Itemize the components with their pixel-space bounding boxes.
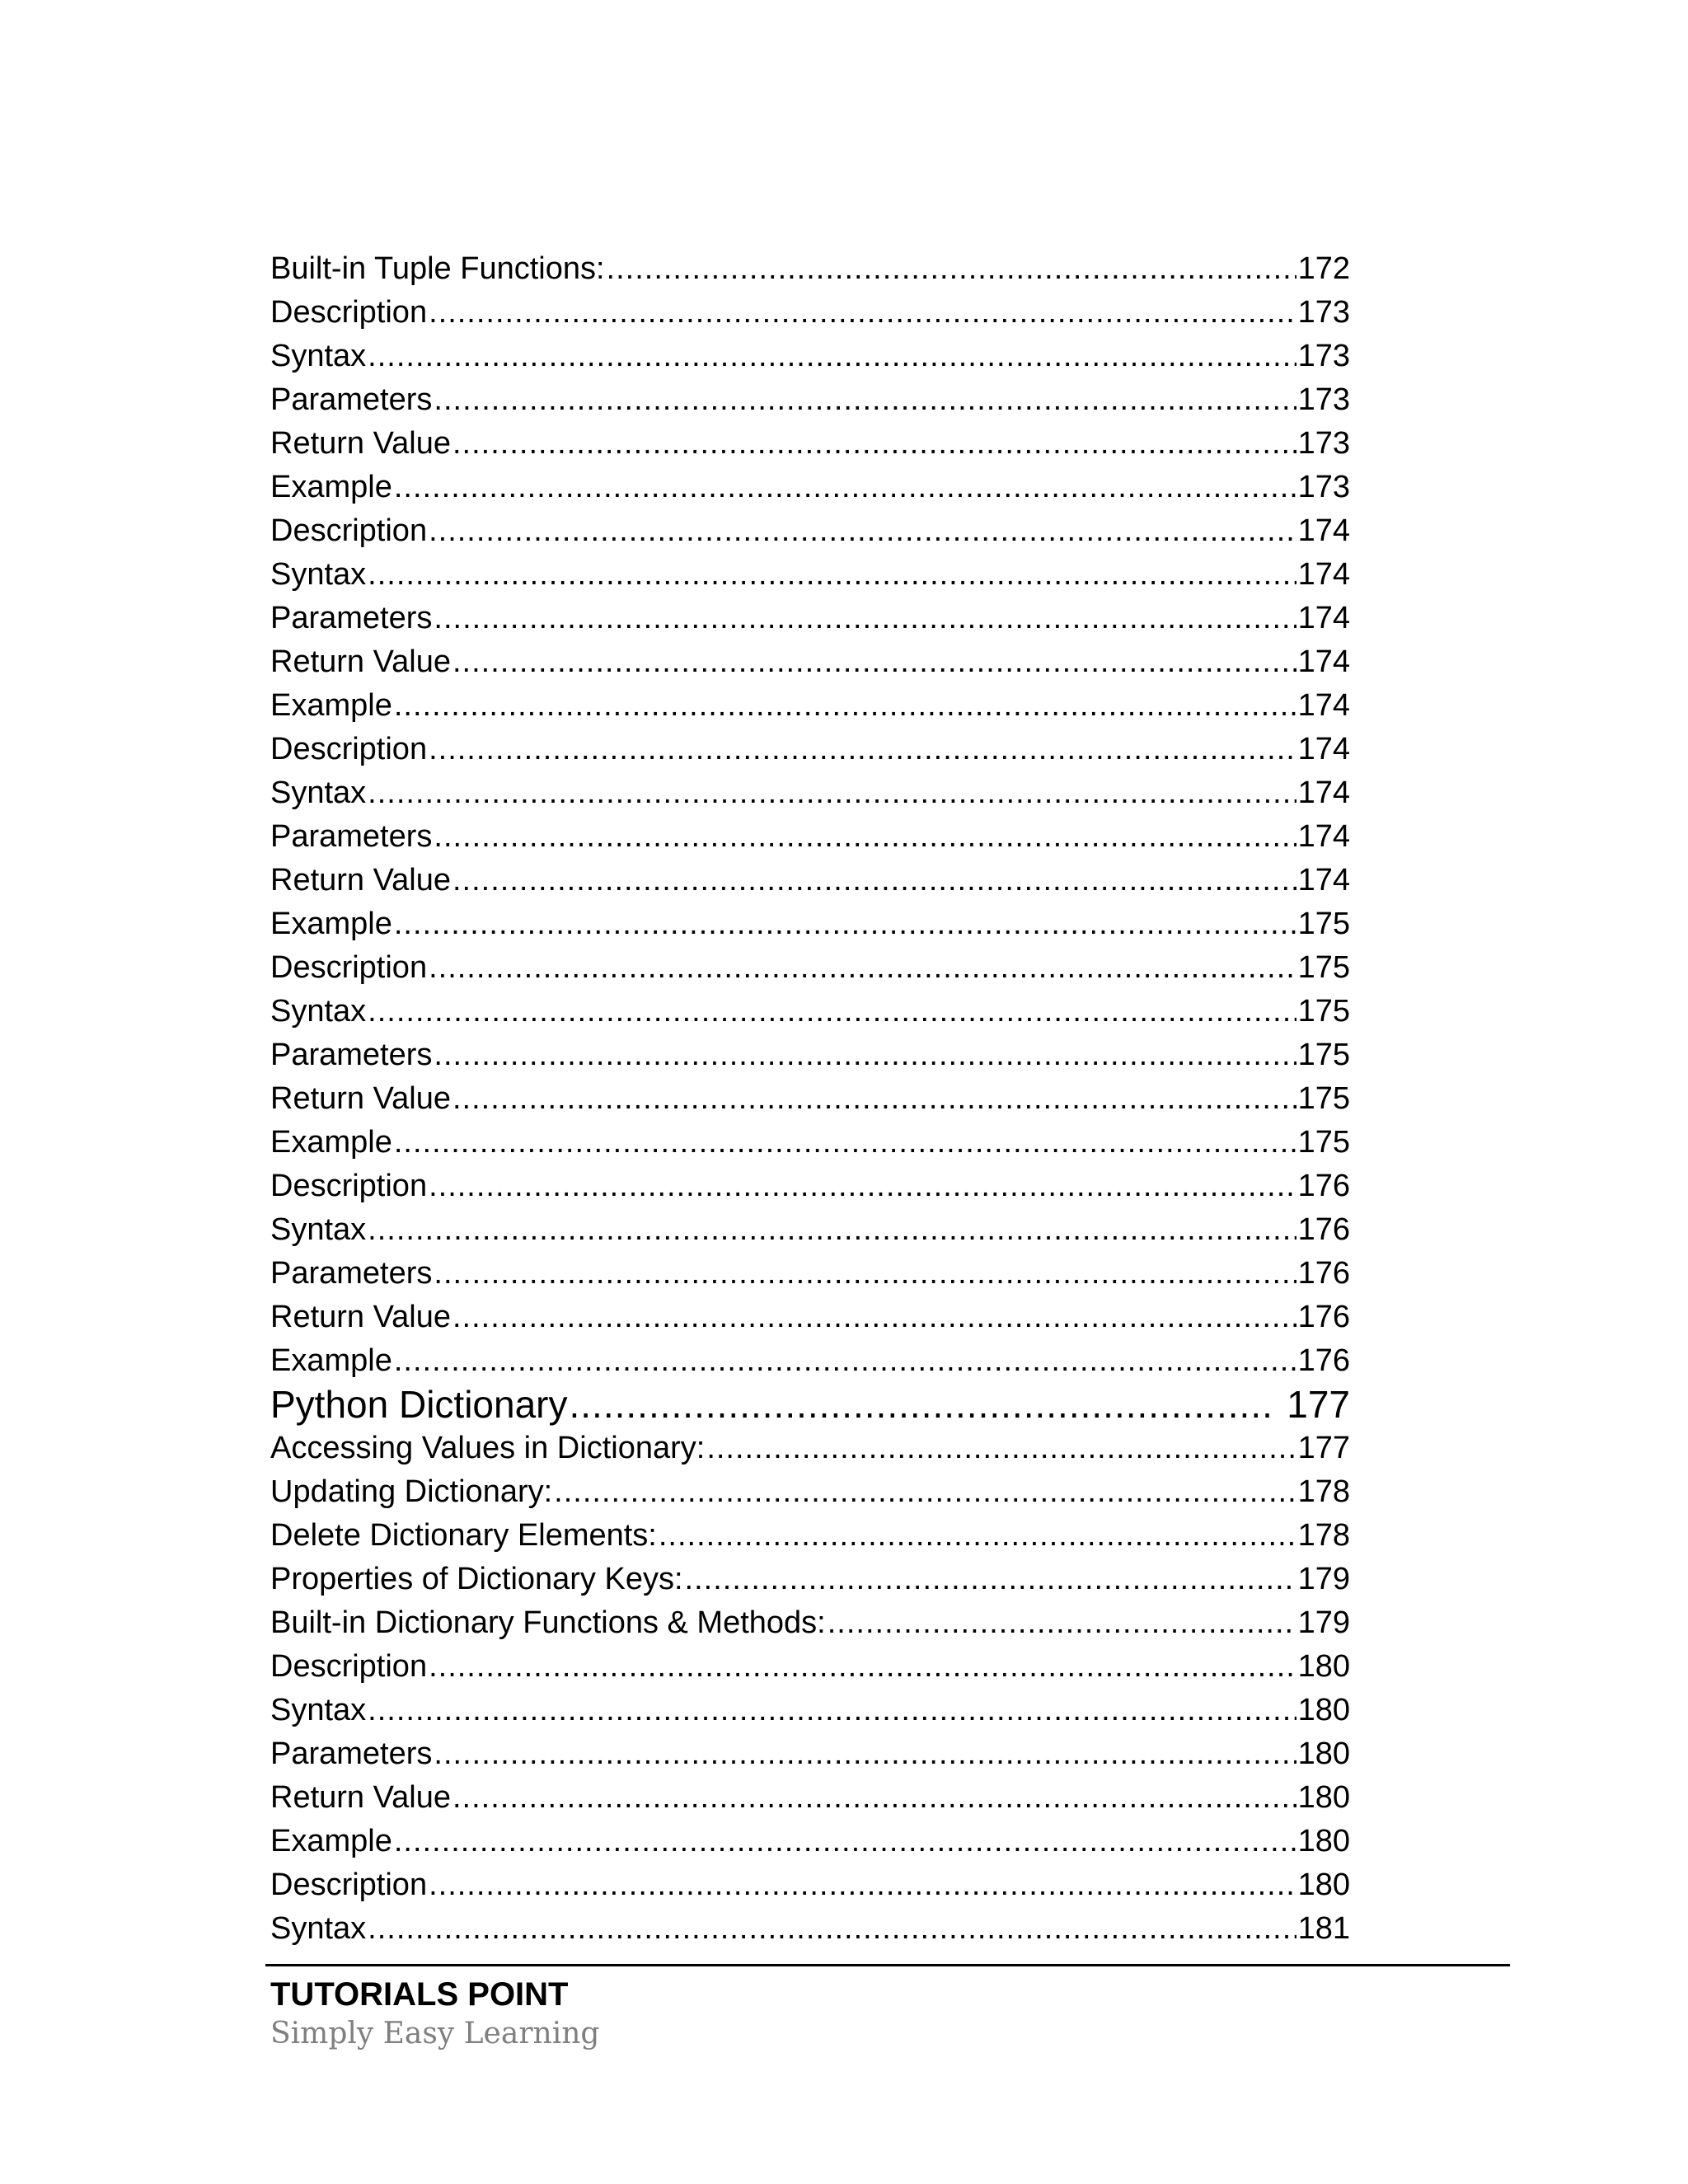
toc-entry-label: Return Value (270, 426, 451, 461)
toc-entry-label: Example (270, 907, 392, 941)
toc-entry-label: Parameters (270, 1736, 433, 1771)
toc-entry-page-number: 176 (1297, 1256, 1350, 1291)
toc-entry-page-number: 174 (1297, 776, 1350, 810)
toc-entry-page-number: 174 (1297, 644, 1350, 679)
toc-entry[interactable] (270, 771, 1350, 815)
toc-entry[interactable] (270, 946, 1350, 990)
toc-entry-page-number: 174 (1297, 601, 1350, 635)
toc-dot-leader (452, 1776, 1296, 1820)
toc-entry[interactable] (270, 1601, 1350, 1645)
toc-entry-page-number: 174 (1297, 688, 1350, 723)
toc-dot-leader (452, 859, 1296, 902)
toc-dot-leader (368, 771, 1296, 815)
toc-entry-label: Syntax (270, 776, 367, 810)
toc-dot-leader (429, 291, 1296, 335)
toc-entry-page-number: 180 (1297, 1824, 1350, 1858)
toc-dot-leader (570, 1383, 1274, 1427)
toc-dot-leader (659, 1514, 1296, 1558)
toc-entry-label: Example (270, 1343, 392, 1378)
toc-dot-leader (434, 1033, 1296, 1077)
toc-entry-label: Return Value (270, 863, 451, 898)
toc-entry-page-number: 175 (1297, 1125, 1350, 1160)
toc-dot-leader (554, 1470, 1296, 1514)
footer-brand-title: TUTORIALS POINT (270, 1976, 569, 2013)
toc-dot-leader (452, 422, 1296, 466)
toc-dot-leader (434, 378, 1296, 422)
toc-dot-leader (452, 1077, 1296, 1121)
toc-entry-page-number: 176 (1297, 1169, 1350, 1203)
toc-entry[interactable] (270, 378, 1350, 422)
toc-entry[interactable] (270, 1033, 1350, 1077)
toc-entry[interactable] (270, 1339, 1350, 1383)
toc-entry-page-number: 179 (1297, 1562, 1350, 1596)
toc-entry-label: Parameters (270, 382, 433, 417)
toc-entry[interactable] (270, 990, 1350, 1033)
toc-entry-label: Parameters (270, 1256, 433, 1291)
toc-dot-leader (452, 640, 1296, 684)
toc-entry-page-number: 174 (1297, 863, 1350, 898)
toc-dot-leader (394, 684, 1296, 728)
toc-dot-leader (368, 1689, 1296, 1732)
toc-entry-page-number: 175 (1297, 994, 1350, 1029)
toc-entry[interactable] (270, 859, 1350, 902)
toc-entry[interactable] (270, 815, 1350, 859)
toc-entry-label: Description (270, 732, 428, 766)
toc-entry[interactable] (270, 640, 1350, 684)
toc-entry-page-number: 177 (1287, 1383, 1350, 1426)
toc-entry-page-number: 180 (1297, 1868, 1350, 1902)
toc-entry[interactable] (270, 247, 1350, 291)
toc-entry-page-number: 176 (1297, 1343, 1350, 1378)
toc-entry-label: Updating Dictionary: (270, 1474, 553, 1509)
toc-entry[interactable] (270, 291, 1350, 335)
toc-entry-page-number: 180 (1297, 1780, 1350, 1815)
toc-entry-page-number: 178 (1297, 1518, 1350, 1553)
footer-divider (265, 1964, 1510, 1966)
toc-dot-leader (607, 247, 1296, 291)
toc-entry[interactable] (270, 597, 1350, 640)
table-of-contents (270, 247, 1350, 1951)
toc-entry-label: Description (270, 950, 428, 985)
toc-entry-page-number: 177 (1297, 1431, 1350, 1465)
toc-dot-leader (434, 1732, 1296, 1776)
toc-entry-label: Syntax (270, 557, 367, 592)
toc-entry[interactable] (270, 1645, 1350, 1689)
toc-entry-page-number: 175 (1297, 950, 1350, 985)
toc-entry-label: Parameters (270, 1038, 433, 1072)
toc-entry-label: Description (270, 1649, 428, 1684)
toc-entry-page-number: 175 (1297, 907, 1350, 941)
toc-entry-page-number: 181 (1297, 1911, 1350, 1946)
toc-dot-leader (368, 335, 1296, 378)
toc-entry-label: Description (270, 513, 428, 548)
toc-dot-leader (429, 1863, 1296, 1907)
toc-entry-page-number: 178 (1297, 1474, 1350, 1509)
toc-entry[interactable] (270, 1470, 1350, 1514)
toc-entry[interactable] (270, 728, 1350, 771)
toc-entry-label: Example (270, 470, 392, 504)
toc-dot-leader (434, 815, 1296, 859)
toc-dot-leader (394, 466, 1296, 509)
toc-entry[interactable] (270, 1732, 1350, 1776)
toc-dot-leader (434, 597, 1296, 640)
toc-entry[interactable] (270, 1296, 1350, 1339)
toc-entry-label: Parameters (270, 819, 433, 854)
toc-entry-label: Accessing Values in Dictionary: (270, 1431, 706, 1465)
toc-entry-page-number: 176 (1297, 1300, 1350, 1334)
toc-entry[interactable] (270, 335, 1350, 378)
toc-entry-label: Syntax (270, 994, 367, 1029)
toc-entry-label: Example (270, 1824, 392, 1858)
toc-dot-leader (429, 509, 1296, 553)
toc-entry[interactable] (270, 1077, 1350, 1121)
toc-dot-leader (429, 1645, 1296, 1689)
toc-dot-leader (394, 1339, 1296, 1383)
toc-entry[interactable] (270, 553, 1350, 597)
toc-entry-label: Delete Dictionary Elements: (270, 1518, 657, 1553)
footer-brand-tagline: Simply Easy Learning (270, 2017, 600, 2050)
toc-entry-label: Parameters (270, 601, 433, 635)
toc-entry[interactable] (270, 1863, 1350, 1907)
toc-entry-page-number: 175 (1297, 1081, 1350, 1116)
toc-entry-label: Properties of Dictionary Keys: (270, 1562, 683, 1596)
toc-entry-page-number: 174 (1297, 819, 1350, 854)
toc-entry[interactable] (270, 509, 1350, 553)
toc-entry-page-number: 179 (1297, 1605, 1350, 1640)
toc-entry-page-number: 180 (1297, 1649, 1350, 1684)
toc-dot-leader (685, 1558, 1296, 1601)
toc-entry-page-number: 172 (1297, 251, 1350, 286)
toc-entry-page-number: 180 (1297, 1693, 1350, 1727)
toc-entry-label: Return Value (270, 1780, 451, 1815)
toc-entry-label: Built-in Tuple Functions: (270, 251, 605, 286)
toc-entry-page-number: 174 (1297, 732, 1350, 766)
toc-dot-leader (452, 1296, 1296, 1339)
toc-dot-leader (368, 553, 1296, 597)
toc-entry[interactable] (270, 1208, 1350, 1252)
toc-dot-leader (429, 728, 1296, 771)
toc-entry-label: Python Dictionary (270, 1383, 568, 1426)
toc-dot-leader (394, 902, 1296, 946)
toc-entry[interactable] (270, 684, 1350, 728)
toc-entry-label: Example (270, 1125, 392, 1160)
toc-entry-page-number: 173 (1297, 426, 1350, 461)
toc-entry-label: Syntax (270, 1212, 367, 1247)
toc-entry[interactable] (270, 466, 1350, 509)
toc-dot-leader (828, 1601, 1296, 1645)
toc-entry[interactable] (270, 1165, 1350, 1208)
toc-entry-page-number: 180 (1297, 1736, 1350, 1771)
toc-entry-label: Description (270, 295, 428, 330)
toc-entry-label: Return Value (270, 1081, 451, 1116)
toc-entry-page-number: 173 (1297, 339, 1350, 373)
toc-entry-page-number: 173 (1297, 382, 1350, 417)
toc-dot-leader (394, 1820, 1296, 1863)
toc-entry-label: Return Value (270, 1300, 451, 1334)
toc-entry-label: Syntax (270, 1693, 367, 1727)
toc-entry-label: Syntax (270, 339, 367, 373)
toc-entry[interactable] (270, 902, 1350, 946)
toc-entry-page-number: 175 (1297, 1038, 1350, 1072)
toc-entry-page-number: 173 (1297, 470, 1350, 504)
toc-entry[interactable] (270, 1907, 1350, 1951)
toc-entry-label: Description (270, 1169, 428, 1203)
toc-entry-label: Description (270, 1868, 428, 1902)
toc-chapter-entry[interactable] (270, 1383, 1350, 1427)
toc-dot-leader (368, 1208, 1296, 1252)
toc-entry-label: Return Value (270, 644, 451, 679)
toc-dot-leader (368, 990, 1296, 1033)
toc-entry-label: Syntax (270, 1911, 367, 1946)
toc-dot-leader (394, 1121, 1296, 1165)
toc-entry[interactable] (270, 1427, 1350, 1470)
toc-entry-page-number: 176 (1297, 1212, 1350, 1247)
toc-entry-page-number: 173 (1297, 295, 1350, 330)
toc-entry-page-number: 174 (1297, 557, 1350, 592)
toc-entry-page-number: 174 (1297, 513, 1350, 548)
toc-entry-label: Built-in Dictionary Functions & Methods: (270, 1605, 826, 1640)
toc-dot-leader (429, 946, 1296, 990)
toc-entry[interactable] (270, 1820, 1350, 1863)
toc-entry[interactable] (270, 1776, 1350, 1820)
toc-entry[interactable] (270, 422, 1350, 466)
toc-dot-leader (434, 1252, 1296, 1296)
toc-entry-label: Example (270, 688, 392, 723)
toc-entry[interactable] (270, 1121, 1350, 1165)
toc-entry[interactable] (270, 1558, 1350, 1601)
toc-dot-leader (368, 1907, 1296, 1951)
toc-entry[interactable] (270, 1514, 1350, 1558)
toc-dot-leader (429, 1165, 1296, 1208)
toc-entry[interactable] (270, 1689, 1350, 1732)
toc-dot-leader (706, 1427, 1296, 1470)
toc-entry[interactable] (270, 1252, 1350, 1296)
